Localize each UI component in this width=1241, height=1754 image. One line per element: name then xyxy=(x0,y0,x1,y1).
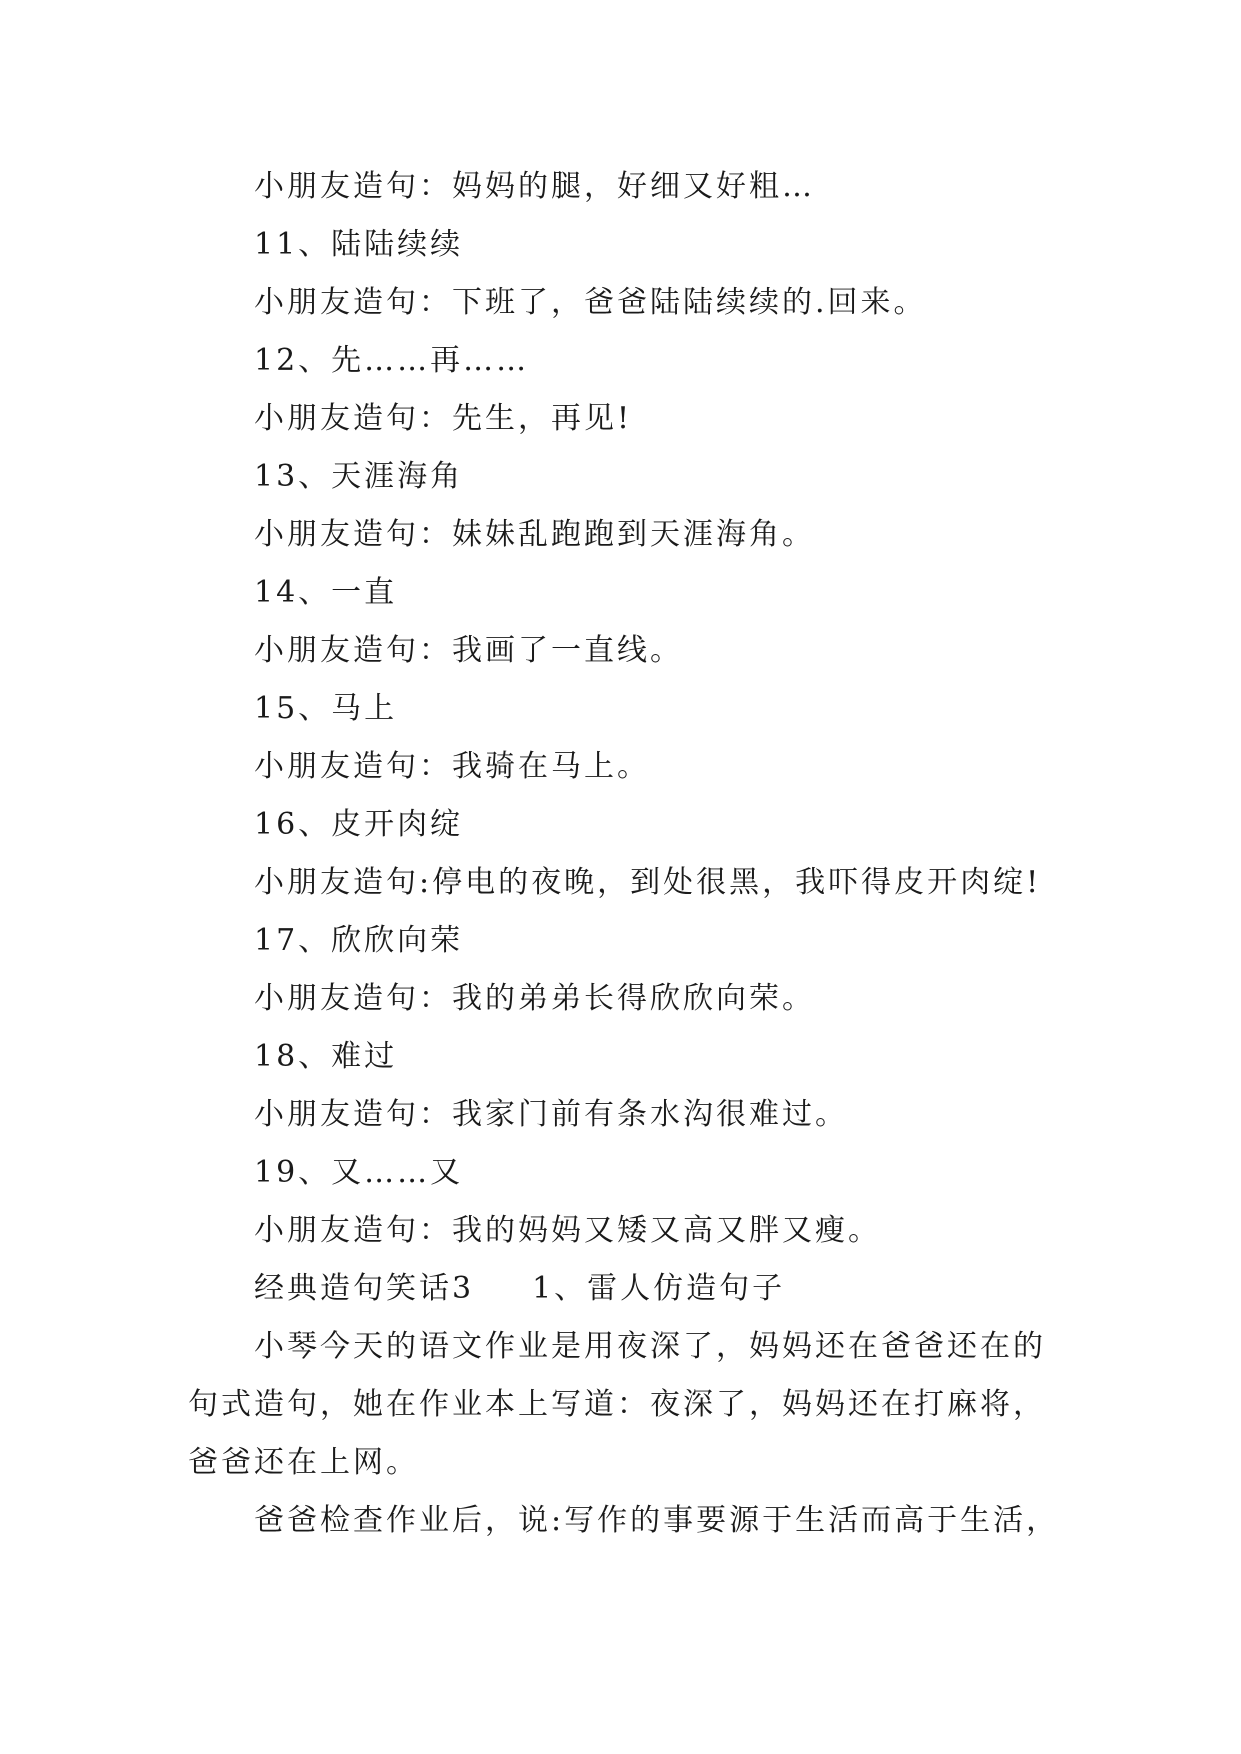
section-heading: 经典造句笑话3 xyxy=(254,1271,475,1306)
paragraph-line: 句式造句，她在作业本上写道：夜深了，妈妈还在打麻将， xyxy=(188,1387,1046,1422)
section-heading-line xyxy=(188,1260,1068,1318)
item-heading: 15、马上 xyxy=(254,691,398,726)
section-subheading: 1、雷人仿造句子 xyxy=(532,1271,786,1306)
item-heading: 13、天涯海角 xyxy=(254,459,464,494)
item-heading: 12、先……再…… xyxy=(254,343,530,378)
text-line: 小朋友造句：我家门前有条水沟很难过。 xyxy=(254,1097,848,1132)
item-heading: 16、皮开肉绽 xyxy=(254,807,464,842)
item-heading: 14、一直 xyxy=(254,575,398,610)
item-heading: 11、陆陆续续 xyxy=(254,227,464,262)
text-line: 小朋友造句:停电的夜晚，到处很黑，我吓得皮开肉绽! xyxy=(254,865,1042,900)
text-line: 小朋友造句：我骑在马上。 xyxy=(254,749,650,784)
paragraph-line: 小琴今天的语文作业是用夜深了，妈妈还在爸爸还在的 xyxy=(254,1329,1046,1364)
item-heading: 17、欣欣向荣 xyxy=(254,923,464,958)
text-line: 小朋友造句：我画了一直线。 xyxy=(254,633,683,668)
item-heading: 18、难过 xyxy=(254,1039,398,1074)
text-line: 小朋友造句：妈妈的腿，好细又好粗… xyxy=(254,169,815,204)
text-line: 小朋友造句：先生，再见! xyxy=(254,401,633,436)
text-line: 小朋友造句：妹妹乱跑跑到天涯海角。 xyxy=(254,517,815,552)
text-line: 小朋友造句：我的妈妈又矮又高又胖又瘦。 xyxy=(254,1213,881,1248)
text-line: 小朋友造句：我的弟弟长得欣欣向荣。 xyxy=(254,981,815,1016)
paragraph-line: 爸爸检查作业后，说:写作的事要源于生活而高于生活， xyxy=(254,1503,1060,1538)
document-body xyxy=(188,158,1068,1550)
text-line: 小朋友造句：下班了，爸爸陆陆续续的.回来。 xyxy=(254,285,927,320)
item-heading: 19、又……又 xyxy=(254,1155,464,1190)
paragraph-line: 爸爸还在上网。 xyxy=(188,1445,419,1480)
